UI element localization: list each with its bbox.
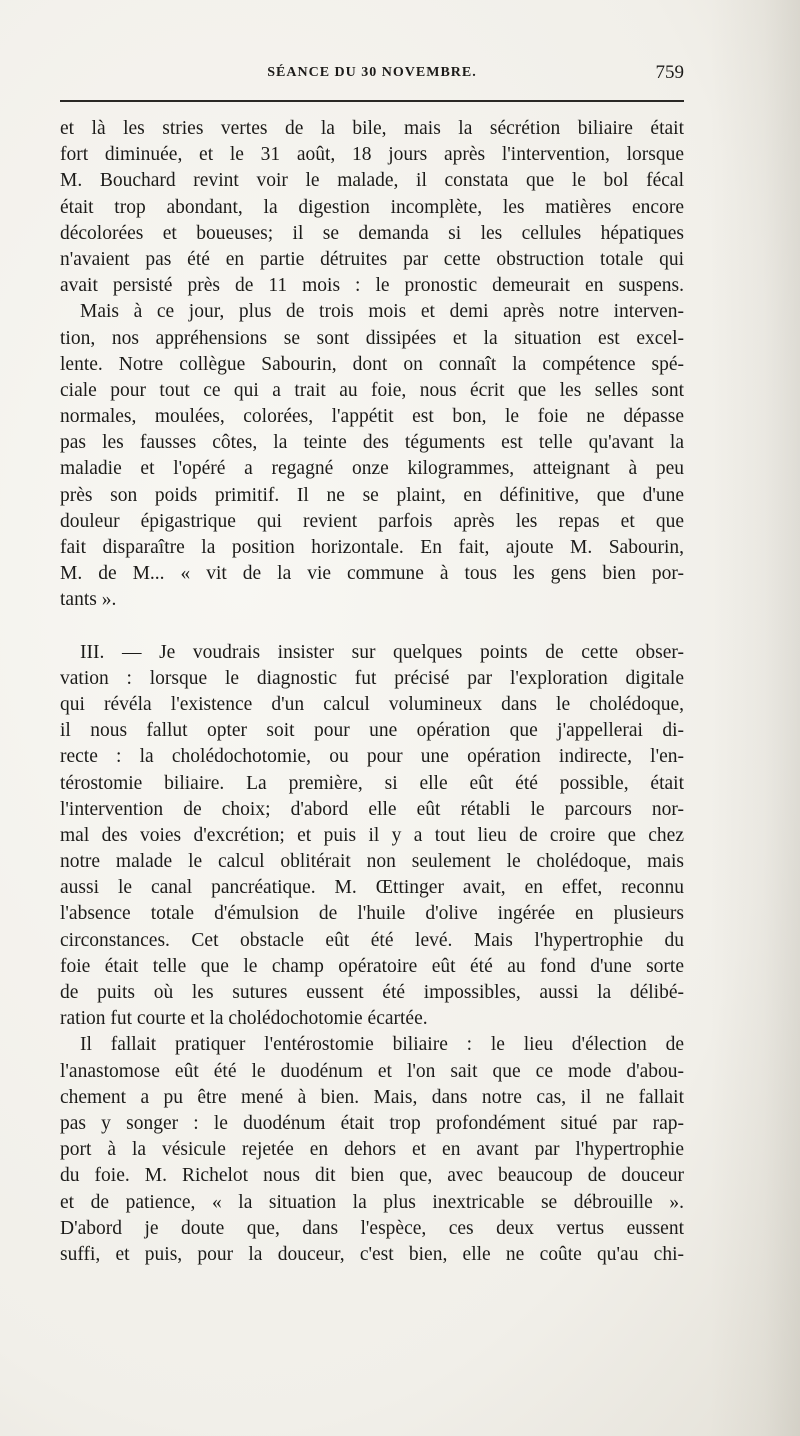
running-head (60, 62, 684, 88)
text-line: M. de M... « vit de la vie commune à tous les gens bien por- (60, 563, 684, 585)
body-text (60, 116, 684, 1268)
paragraph-2 (60, 299, 684, 613)
text-line: térostomie biliaire. La première, si elle eût été possible, était (60, 772, 684, 794)
text-line: Il fallait pratiquer l'entérostomie biliaire : le lieu d'élection de (80, 1034, 684, 1056)
text-line: III. — Je voudrais insister sur quelques points de cette obser- (80, 641, 684, 663)
text-line: et là les stries vertes de la bile, mais la sécrétion biliaire était (60, 118, 684, 139)
section-gap (60, 614, 684, 640)
paragraph-1 (60, 116, 684, 299)
text-line: il nous fallut opter soit pour une opération que j'appellerai di- (60, 720, 684, 742)
text-line: pas les fausses côtes, la teinte des téguments est telle qu'avant la (60, 432, 684, 454)
text-line: tants ». (60, 589, 117, 611)
text-line: mal des voies d'excrétion; et puis il y a tout lieu de croire que chez (60, 824, 684, 846)
text-line: était trop abondant, la digestion incomplète, les matières encore (60, 196, 684, 218)
text-line: ciale pour tout ce qui a trait au foie, nous écrit que les selles sont (60, 379, 684, 401)
text-line: fait disparaître la position horizontale. En fait, ajoute M. Sabourin, (60, 537, 684, 558)
text-line: et de patience, « la situation la plus inextricable se débrouille ». (60, 1191, 684, 1213)
text-line: Mais à ce jour, plus de trois mois et demi après notre interven- (80, 301, 684, 323)
text-line: chement a pu être mené à bien. Mais, dans notre cas, il ne fallait (60, 1086, 684, 1108)
text-line: vation : lorsque le diagnostic fut précisé par l'exploration digitale (60, 667, 684, 689)
text-line: tion, nos appréhensions se sont dissipées et la situation est excel- (60, 327, 684, 349)
text-line: l'absence totale d'émulsion de l'huile d'olive ingérée en plusieurs (60, 903, 684, 925)
text-line: port à la vésicule rejetée en dehors et en avant par l'hypertrophie (60, 1139, 684, 1161)
page-number: 759 (655, 62, 684, 83)
text-line: foie était telle que le champ opératoire eût été au fond d'une sorte (60, 955, 684, 977)
paragraph-3 (60, 640, 684, 1033)
text-line: ration fut courte et la cholédochotomie écartée. (60, 1008, 428, 1030)
text-line: lente. Notre collègue Sabourin, dont on connaît la compétence spé- (60, 353, 684, 375)
text-line: pas y songer : le duodénum était trop profondément situé par rap- (60, 1112, 684, 1134)
text-line: recte : la cholédochotomie, ou pour une opération indirecte, l'en- (60, 746, 684, 768)
text-line: fort diminuée, et le 31 août, 18 jours après l'intervention, lorsque (60, 144, 684, 166)
text-line: décolorées et boueuses; il se demanda si les cellules hépatiques (60, 222, 684, 244)
text-line: l'anastomose eût été le duodénum et l'on sait que ce mode d'abou- (60, 1060, 684, 1082)
text-line: près son poids primitif. Il ne se plaint, en définitive, que d'une (60, 484, 684, 506)
text-line: suffi, et puis, pour la douceur, c'est bien, elle ne coûte qu'au chi- (60, 1243, 684, 1265)
text-line: notre malade le calcul oblitérait non seulement le cholédoque, mais (60, 851, 684, 873)
text-line: avait persisté près de 11 mois : le pronostic demeurait en suspens. (60, 275, 684, 297)
text-line: l'intervention de choix; d'abord elle eût rétabli le parcours nor- (60, 798, 684, 820)
text-line: du foie. M. Richelot nous dit bien que, avec beaucoup de douceur (60, 1165, 684, 1187)
page-edge-shadow (710, 0, 800, 1436)
text-line: aussi le canal pancréatique. M. Œttinger avait, en effet, reconnu (60, 877, 684, 899)
paragraph-4 (60, 1032, 684, 1268)
text-line: de puits où les sutures eussent été impossibles, aussi la délibé- (60, 982, 684, 1003)
text-line: normales, moulées, colorées, l'appétit est bon, le foie ne dépasse (60, 406, 684, 428)
running-title: SÉANCE DU 30 NOVEMBRE. (267, 65, 477, 80)
text-line: M. Bouchard revint voir le malade, il constata que le bol fécal (60, 170, 684, 192)
header-rule (60, 100, 684, 102)
text-line: qui révéla l'existence d'un calcul volumineux dans le cholédoque, (60, 693, 684, 715)
text-line: circonstances. Cet obstacle eût été levé. Mais l'hypertrophie du (60, 929, 684, 951)
text-line: douleur épigastrique qui revient parfois après les repas et que (60, 510, 684, 532)
text-line: maladie et l'opéré a regagné onze kilogrammes, atteignant à peu (60, 458, 684, 480)
text-line: n'avaient pas été en partie détruites par cette obstruction totale qui (60, 248, 684, 270)
text-line: D'abord je doute que, dans l'espèce, ces deux vertus eussent (60, 1217, 684, 1239)
